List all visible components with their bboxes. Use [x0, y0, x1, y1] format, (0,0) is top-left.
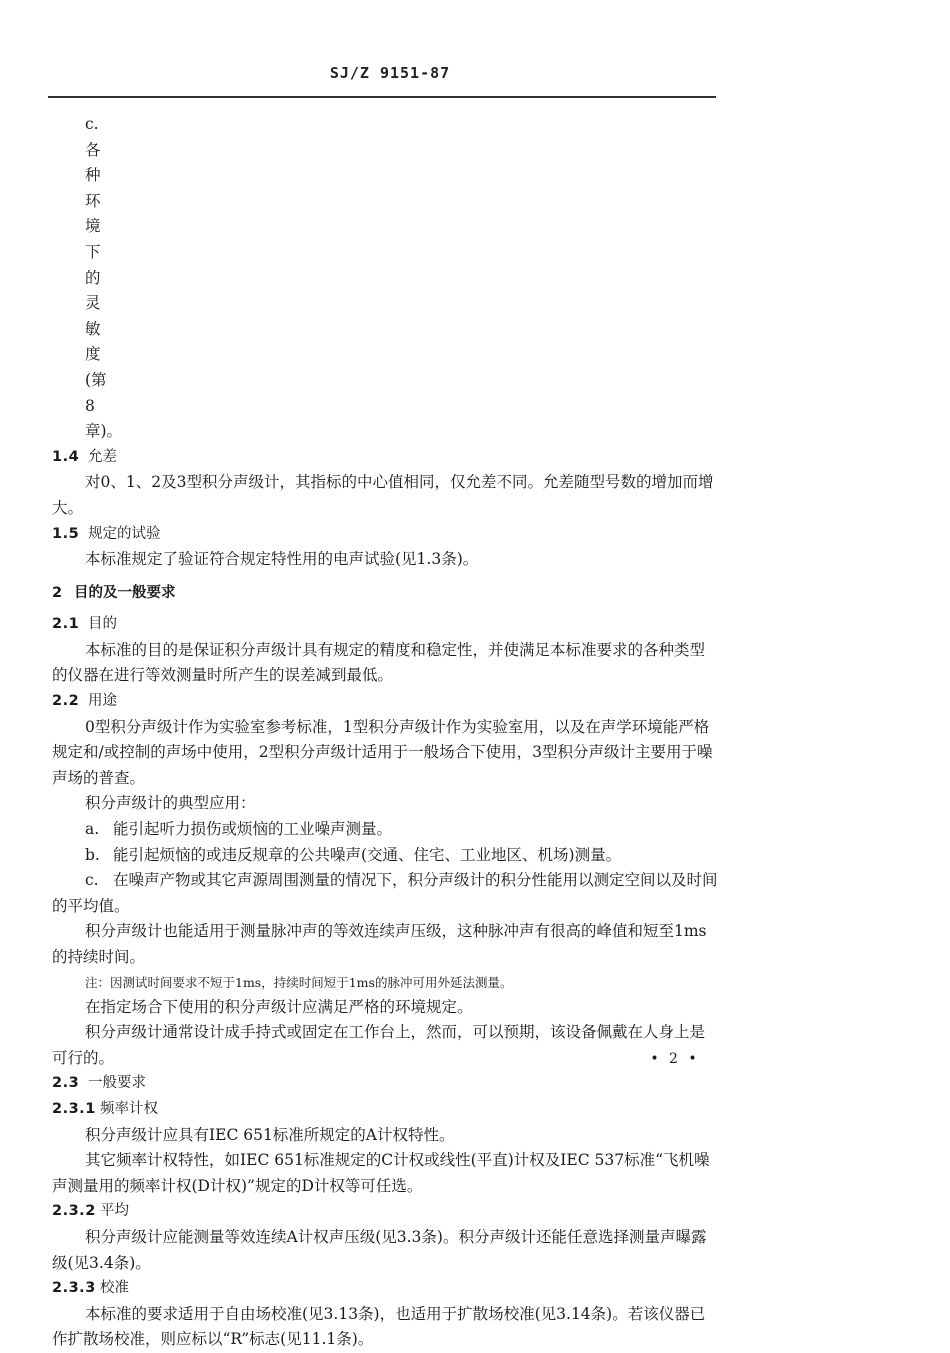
section-title: 用途 [88, 693, 117, 710]
section-number: 1.4 [52, 448, 80, 465]
section-number: 2.3 [52, 1075, 80, 1092]
paragraph: 在指定场合下使用的积分声级计应满足严格的环境规定。 [85, 997, 473, 1016]
chapter-heading [52, 581, 720, 607]
section-title: 频率计权 [100, 1100, 158, 1117]
list-label: b. [85, 845, 100, 864]
section-heading [52, 1071, 720, 1097]
list-item [52, 868, 720, 919]
section-title: 规定的试验 [88, 525, 161, 542]
paragraph: 0型积分声级计作为实验室参考标准，1型积分声级计作为实验室用，以及在声学环境能严格规定和/或控制的声场中使用，2型积分声级计适用于一般场合下使用，3型积分声级计主要用于噪声场的普查。 [52, 717, 713, 787]
paragraph: 其它频率计权特性，如IEC 651标准规定的C计权或线性(平直)计权及IEC 537标准“飞机噪声测量用的频率计权(D计权)”规定的D计权等可任选。 [52, 1151, 710, 1195]
section-title: 一般要求 [88, 1075, 146, 1092]
paragraph-text: c. 各种环境下的灵敏度(第8章)。 [85, 115, 123, 441]
document-body [52, 112, 720, 1353]
section-title: 允差 [88, 448, 117, 465]
list-text: 能引起听力损伤或烦恼的工业噪声测量。 [113, 820, 393, 839]
section-number: 2.2 [52, 693, 80, 710]
section-number: 2.3.3 [52, 1280, 96, 1297]
section-heading [52, 445, 720, 471]
list-text: 在噪声产物或其它声源周围测量的情况下，积分声级计的积分性能用以测定空间以及时间的平均值。 [52, 871, 718, 915]
section-heading [52, 689, 720, 715]
header-rule [48, 96, 716, 98]
section-title: 平均 [100, 1203, 129, 1220]
paragraph: 积分声级计应能测量等效连续A计权声压级(见3.3条)。积分声级计还能任意选择测量声曝露级(见3.4条)。 [52, 1227, 707, 1272]
list-item [52, 817, 720, 843]
list-item [52, 112, 720, 445]
page-number: • 2 • [650, 1051, 700, 1067]
paragraph: 积分声级计应具有IEC 651标准所规定的A计权特性。 [85, 1125, 455, 1144]
subsection-heading [52, 1199, 720, 1225]
list-label: a. [85, 820, 100, 839]
paragraph: 积分声级计的典型应用： [85, 794, 256, 813]
note: 注：因测试时间要求不短于1ms，持续时间短于1ms的脉冲可用外延法测量。 [85, 974, 513, 990]
subsection-heading [52, 1097, 720, 1123]
paragraph: 本标准规定了验证符合规定特性用的电声试验(见1.3条)。 [85, 550, 479, 569]
section-title: 校准 [100, 1280, 129, 1297]
paragraph: 本标准的要求适用于自由场校准(见3.13条)，也适用于扩散场校准(见3.14条)。若该仪器已作扩散场校准，则应标以“R”标志(见11.1条)。 [52, 1304, 706, 1349]
section-number: 2.3.2 [52, 1203, 96, 1220]
chapter-number: 2 [52, 584, 63, 601]
paragraph: 对0、1、2及3型积分声级计，其指标的中心值相同，仅允差不同。允差随型号数的增加而增大。 [52, 473, 714, 517]
section-number: 2.3.1 [52, 1100, 96, 1117]
section-heading [52, 612, 720, 638]
section-number: 2.1 [52, 616, 80, 633]
list-label: c. [85, 871, 99, 890]
subsection-heading [52, 1276, 720, 1302]
list-text: 能引起烦恼的或违反规章的公共噪声(交通、住宅、工业地区、机场)测量。 [113, 845, 622, 864]
section-number: 1.5 [52, 525, 80, 542]
paragraph: 本标准的目的是保证积分声级计具有规定的精度和稳定性，并使满足本标准要求的各种类型的仪器在进行等效测量时所产生的误差减到最低。 [52, 640, 706, 685]
chapter-title: 目的及一般要求 [74, 584, 176, 601]
paragraph: 积分声级计也能适用于测量脉冲声的等效连续声压级，这种脉冲声有很高的峰值和短至1ms的持续时间。 [52, 922, 707, 966]
section-title: 目的 [88, 616, 117, 633]
paragraph: 积分声级计通常设计成手持式或固定在工作台上，然而，可以预期，该设备佩戴在人身上是可行的。 [52, 1023, 706, 1067]
standard-code-header: SJ/Z 9151-87 [329, 64, 451, 82]
section-heading [52, 522, 720, 548]
list-item [52, 843, 720, 869]
